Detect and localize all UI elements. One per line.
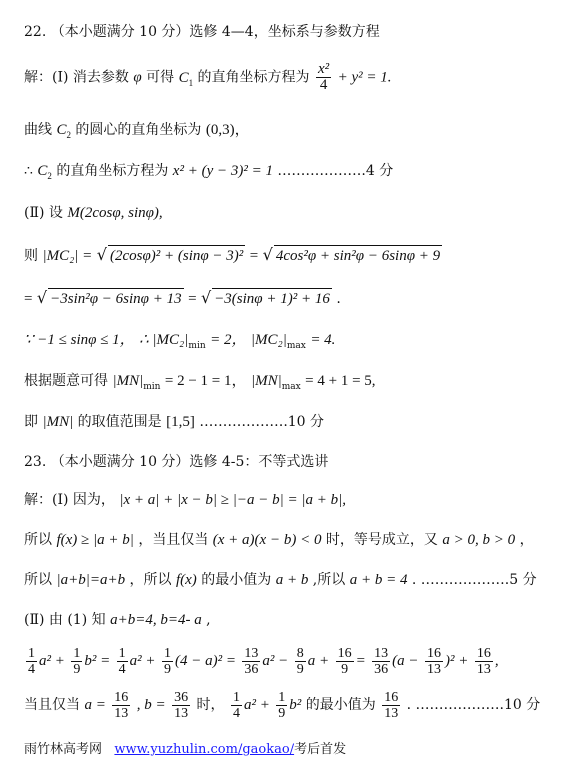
q23-heading: 23. （本小题满分 10 分）选修 4-5：不等式选讲: [24, 454, 329, 470]
footer-site-name: 雨竹林高考网: [24, 742, 103, 757]
footer-link[interactable]: www.yuzhulin.com/gaokao/: [114, 742, 295, 757]
fraction-x2-over-4: $\frac{\text{x²}}{4}$: [318, 61, 330, 93]
q22-line3: ∴ $C_2$ 的直角坐标方程为 x² + (y − 3)² = 1 ……………….4 分: [24, 163, 394, 181]
q22-line4: (Ⅱ) 设 M(2cosφ, sinφ),: [24, 205, 163, 221]
q23-line6: 当且仅当 a = $\frac{16}{13}$ , b = $\frac{36}{13}$ 时， $\frac{1}{4}$ a² + $\frac{1}{9}$ b² 的最小值为 $\frac{16}{13}$ . ……………….10 分: [24, 689, 541, 721]
q22-line2: 曲线 $C_2$ 的圆心的直角坐标为 (0,3)，: [24, 122, 250, 140]
q22-line9: 即 |MN| 的取值范围是 [1,5] ……………….10 分: [24, 414, 325, 430]
footer: [24, 738, 346, 757]
q22-line5: 则 |MC₂| = √ (2cosφ)² + (sinφ − 3)² = √ 4cos²φ + sin²φ − 6sinφ + 9: [24, 245, 441, 264]
q22-heading: 22. （本小题满分 10 分）选修 4—4，坐标系与参数方程: [24, 24, 380, 40]
q23-line1: 解：(Ⅰ) 因为， |x + a| + |x − b| ≥ |−a − b| = |a + b|,: [24, 492, 346, 508]
q23-line2: 所以 f(x) ≥ |a + b| ，当且仅当 (x + a)(x − b) < 0 时，等号成立，又 a > 0, b > 0 ，: [24, 532, 534, 548]
q22-step1: 解：(Ⅰ) 消去参数 φ 可得 $C_1$ 的直角坐标方程为 $\frac{\text{x²}}{4}$ + y² = 1.: [24, 61, 392, 93]
q23-line5-expansion: $\frac{1}{4}$ a² + $\frac{1}{9}$ b² = $\frac{1}{4}$ a² + $\frac{1}{9}$ (4 − a)² = $\frac{13}{36}$ a² − $\frac{8}{9}$ a + $\frac{16}{9}$ = $\frac{13}{36}$ (a − $\frac{16}{13}$ )² + $\frac{16}{13}$ ,: [28, 645, 499, 677]
q23-line4: (Ⅱ) 由 (1) 知 a+b=4, b=4- a ,: [24, 612, 211, 628]
q22-line7: ∵ −1 ≤ sinφ ≤ 1， ∴ $|MC_2|_{min} = 2$， $|MC_2|_{max} = 4$.: [24, 332, 336, 351]
q22-line6: = √ −3sin²φ − 6sinφ + 13 = √ −3(sinφ + 1)² + 16 .: [24, 288, 341, 307]
q22-line8: 根据题意可得 $|MN|_{min} = 2 - 1 = 1$， $|MN|_{max} = 4 + 1 = 5$,: [24, 373, 376, 392]
q23-line3: 所以 |a+b|=a+b ，所以 f(x) 的最小值为 a + b ,所以 a + b = 4 . ……………….5 分: [24, 572, 537, 588]
footer-suffix: 考后首发: [294, 742, 347, 757]
